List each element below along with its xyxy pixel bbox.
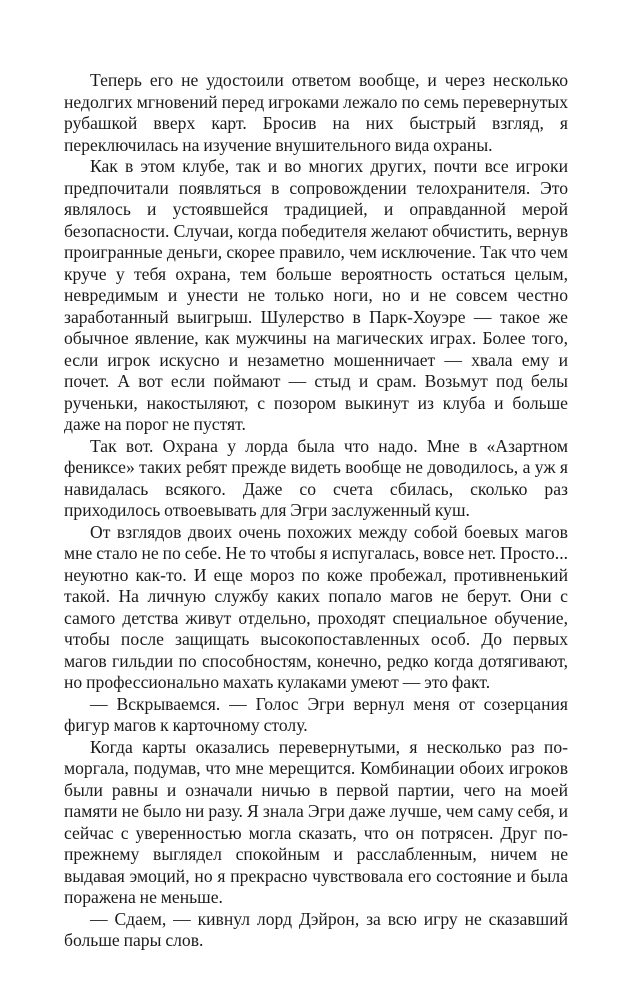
paragraph-4: От взглядов двоих очень похожих между собой боевых магов мне стало не по себе. Не то чтобы я испугалась, вовсе нет. Просто... неуютно как-то. И еще мороз по коже пробежал, противненький такой. На личную службу каких попало магов не берут. Они с самого детства живут отдельно, проходят специальное обучение, чтобы после защищать высокопоставленных особ. До первых магов гильдии по способностям, конечно, редко когда дотягивают, но профессионально махать кулаками умеют — это факт. [64, 521, 568, 692]
paragraph-3: Так вот. Охрана у лорда была что надо. Мне в «Азартном фениксе» таких ребят прежде видеть вообще не доводилось, а уж я навидалась всякого. Даже со счета сбилась, сколько раз приходилось отвоевывать для Эгри заслуженный куш. [64, 435, 568, 520]
paragraph-5: — Вскрываемся. — Голос Эгри вернул меня от созерцания фигур магов к карточному столу. [64, 693, 568, 735]
paragraph-6: Когда карты оказались перевернутыми, я несколько раз поморгала, подумав, что мне мерещится. Комбинации обоих игроков были равны и означали ничью в первой партии, чего на моей памяти не было ни разу. Я знала Эгри даже лучше, чем саму себя, и сейчас с уверенностью могла сказать, что он потрясен. Друг по-прежнему выглядел спокойным и расслабленным, ничем не выдавая эмоций, но я прекрасно чувствовала его состояние и была поражена не меньше. [64, 736, 568, 907]
paragraph-2: Как в этом клубе, так и во многих других, почти все игроки предпочитали появляться в сопровождении телохранителя. Это являлось и устоявшейся традицией, и оправданной мерой безопасности. Случаи, когда победителя желают обчистить, вернув проигранные деньги, скорее правило, чем исключение. Так что чем круче у тебя охрана, тем больше вероятность остаться целым, невредимым и унести не только ноги, но и не совсем честно заработанный выигрыш. Шулерство в Парк-Хоуэре — такое же обычное явление, как мужчины на магических играх. Более того, если игрок искусно и незаметно мошенничает — хвала ему и почет. А вот если поймают — стыд и срам. Возьмут под белы рученьки, накостыляют, с позором выкинут из клуба и больше даже на порог не пустят. [64, 156, 568, 434]
paragraph-1: Теперь его не удостоили ответом вообще, и через несколько недолгих мгновений перед игроками лежало по семь перевернутых рубашкой вверх карт. Бросив на них быстрый взгляд, я переключилась на изучение внушительного вида охраны. [64, 70, 568, 155]
paragraph-7: — Сдаем, — кивнул лорд Дэйрон, за всю игру не сказавший больше пары слов. [64, 908, 568, 950]
book-page [64, 70, 568, 952]
